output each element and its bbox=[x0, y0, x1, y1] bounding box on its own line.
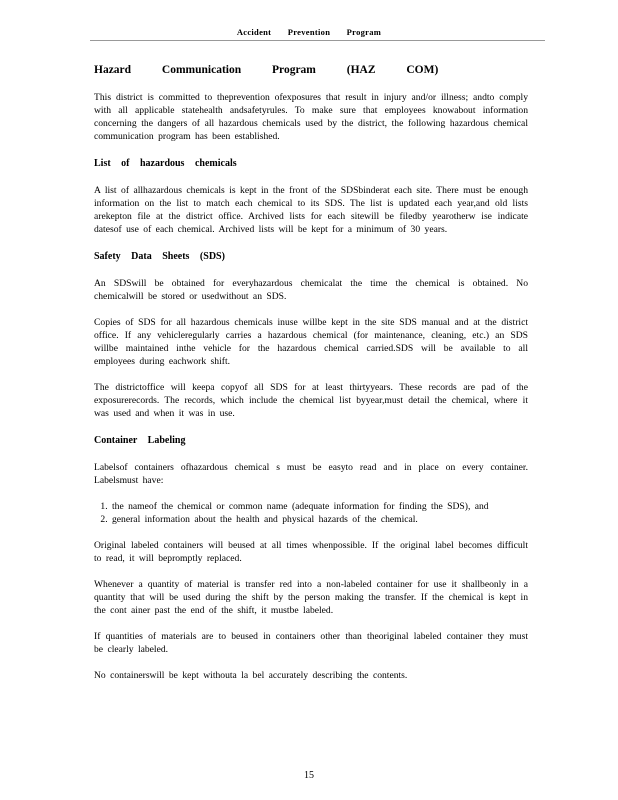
section-heading-list: List of hazardous chemicals bbox=[94, 158, 237, 169]
labeling-paragraph-5: No containerswill be kept withouta la bel accurately describing the contents. bbox=[94, 670, 408, 681]
page-content bbox=[94, 64, 528, 695]
labeling-paragraph-4: If quantities of materials are to beused in containers other than theoriginal labeled container they must be clearly labeled. bbox=[94, 631, 528, 655]
page-number: 15 bbox=[304, 770, 314, 781]
sds-paragraph-3: The districtoffice will keepa copyof all SDS for at least thirtyyears. These records are pad of the exposurerecords. The records, which include the chemical list byyear,must detail the chemical, where it was used and when it was in use. bbox=[94, 382, 528, 419]
list-paragraph: A list of allhazardous chemicals is kept in the front of the SDSbinderat each site. There must be enough information on the list to match each chemical to its SDS. The list is updated each year,and old lists arekepton file at the district office. Archived lists for each sitewill be filedby yearotherw ise indicate datesof use of each chemical. Archived lists will be kept for a minimum of 30 years. bbox=[94, 185, 528, 235]
section-heading-sds: Safety Data Sheets (SDS) bbox=[94, 251, 225, 262]
labeling-paragraph-2: Original labeled containers will beused at all times whenpossible. If the original label becomes difficult to read, it will bepromptly replaced. bbox=[94, 540, 528, 564]
sds-paragraph-1: An SDSwill be obtained for everyhazardous chemicalat the time the chemical is obtained. No chemicalwill be stored or usedwithout an SDS. bbox=[94, 278, 528, 302]
page-title: Hazard Communication Program (HAZ COM) bbox=[94, 64, 439, 76]
labeling-paragraph-3: Whenever a quantity of material is transfer red into a non-labeled container for use it shallbeonly in a quantity that will be used during the shift by the person making the transfer. If the chemical is kept in the cont ainer past the end of the shift, it mustbe labeled. bbox=[94, 579, 528, 616]
list-item: 1. the nameof the chemical or common name (adequate information for finding the SDS), and bbox=[112, 500, 528, 513]
labeling-paragraph-1: Labelsof containers ofhazardous chemical s must be easyto read and in place on every container. Labelsmust have: bbox=[94, 462, 528, 486]
section-heading-labeling: Container Labeling bbox=[94, 435, 186, 446]
list-item: 2. general information about the health and physical hazards of the chemical. bbox=[112, 513, 528, 526]
running-header: Accident Prevention Program bbox=[236, 27, 382, 37]
sds-paragraph-2: Copies of SDS for all hazardous chemicals inuse willbe kept in the site SDS manual and at the district office. If any vehicleregularly carries a hazardous chemical (for maintenance, cleaning, etc.) an SDS willbe maintained inthe vehicle for the hazardous chemical carried.SDS will be available to all employees during eachwork shift. bbox=[94, 317, 528, 367]
header-rule bbox=[90, 40, 545, 41]
intro-paragraph: This district is committed to theprevention ofexposures that result in injury and/or illness; andto comply with all applicable statehealth andsafetyrules. To make sure that employees knowabout information concerning the dangers of all hazardous chemicals used by the district, the following hazardous chemical communication program has been established. bbox=[94, 92, 528, 142]
label-requirements-list bbox=[94, 500, 528, 526]
